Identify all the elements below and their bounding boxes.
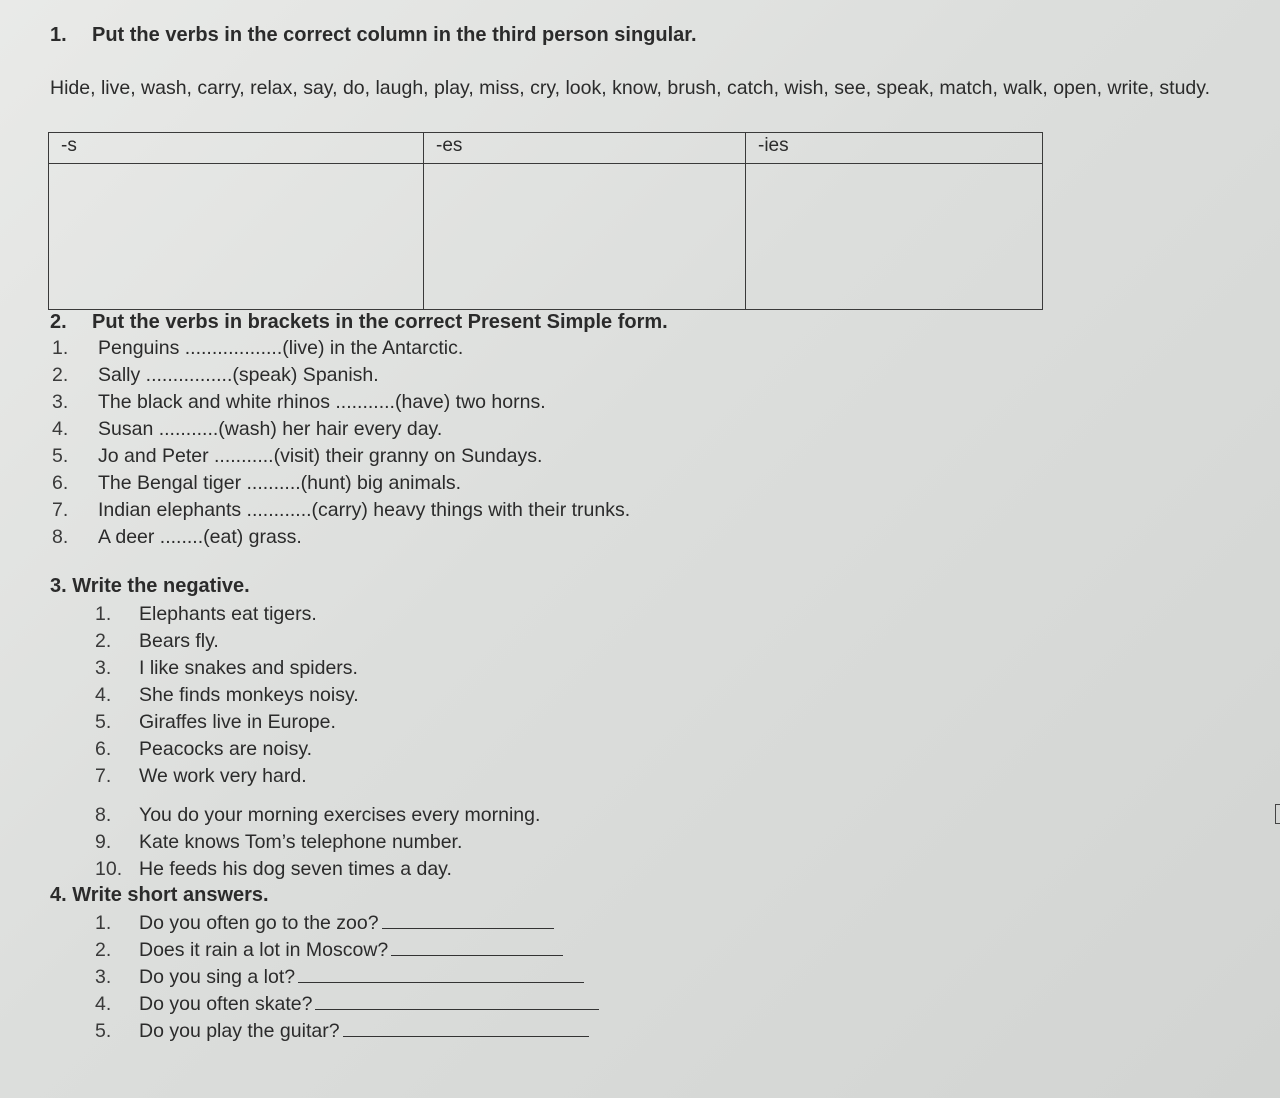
table-answer-row (49, 164, 1043, 310)
list-item: 6. The Bengal tiger ..........(hunt) big animals. (52, 472, 462, 494)
list-item: 2. Sally ................(speak) Spanish. (52, 364, 379, 386)
section-1-number: 1. (50, 24, 67, 46)
answer-cell-ies[interactable] (746, 164, 1043, 310)
list-item: 6. Peacocks are noisy. (95, 738, 313, 760)
list-item: 9. Kate knows Tom’s telephone number. (95, 831, 463, 853)
section-4-heading: 4. Write short answers. (50, 884, 269, 906)
answer-cell-s[interactable] (49, 164, 424, 310)
answer-blank[interactable] (391, 937, 563, 956)
list-item: 4. Susan ...........(wash) her hair every day. (52, 418, 443, 440)
verb-columns-table (48, 132, 1043, 310)
list-item: 1. Elephants eat tigers. (95, 603, 317, 625)
answer-blank[interactable] (315, 991, 599, 1010)
verb-list: Hide, live, wash, carry, relax, say, do, laugh, play, miss, cry, look, know, brush, catch, wish, see, speak, match, walk, open, write, study. (50, 77, 1210, 99)
list-item: 2. Does it rain a lot in Moscow? (95, 937, 599, 964)
list-item: 1. Do you often go to the zoo? (95, 910, 599, 937)
table-header-row (49, 133, 1043, 164)
list-item: 8. You do your morning exercises every morning. (95, 804, 541, 826)
list-item: 5. Jo and Peter ...........(visit) their granny on Sundays. (52, 445, 543, 467)
answer-blank[interactable] (343, 1018, 589, 1037)
list-item: 3. I like snakes and spiders. (95, 657, 358, 679)
section-4-list (95, 910, 599, 1045)
list-item: 5. Do you play the guitar? (95, 1018, 599, 1045)
section-1-heading (50, 24, 697, 47)
list-item: 10. He feeds his dog seven times a day. (95, 858, 452, 880)
section-2-title: Put the verbs in brackets in the correct Present Simple form. (92, 311, 668, 333)
list-item: 7. Indian elephants ............(carry) heavy things with their trunks. (52, 499, 631, 521)
page-edge-mark (1275, 804, 1280, 824)
answer-blank[interactable] (298, 964, 584, 983)
list-item: 8. A deer ........(eat) grass. (52, 526, 302, 548)
list-item: 3. Do you sing a lot? (95, 964, 599, 991)
section-2-list (52, 335, 630, 551)
column-header-s: -s (49, 133, 424, 164)
section-3-list-continued (95, 802, 540, 883)
answer-cell-es[interactable] (424, 164, 746, 310)
section-1-title: Put the verbs in the correct column in the third person singular. (92, 24, 697, 46)
list-item: 2. Bears fly. (95, 630, 219, 652)
answer-blank[interactable] (382, 910, 554, 929)
column-header-es: -es (424, 133, 746, 164)
list-item: 1. Penguins ..................(live) in the Antarctic. (52, 337, 464, 359)
list-item: 7. We work very hard. (95, 765, 307, 787)
section-2-number: 2. (50, 311, 67, 333)
section-3-heading: 3. Write the negative. (50, 575, 250, 597)
list-item: 4. She finds monkeys noisy. (95, 684, 359, 706)
list-item: 4. Do you often skate? (95, 991, 599, 1018)
section-3-list (95, 601, 359, 790)
list-item: 3. The black and white rhinos ...........(have) two horns. (52, 391, 546, 413)
list-item: 5. Giraffes live in Europe. (95, 711, 336, 733)
column-header-ies: -ies (746, 133, 1043, 164)
section-2-heading (50, 311, 668, 334)
